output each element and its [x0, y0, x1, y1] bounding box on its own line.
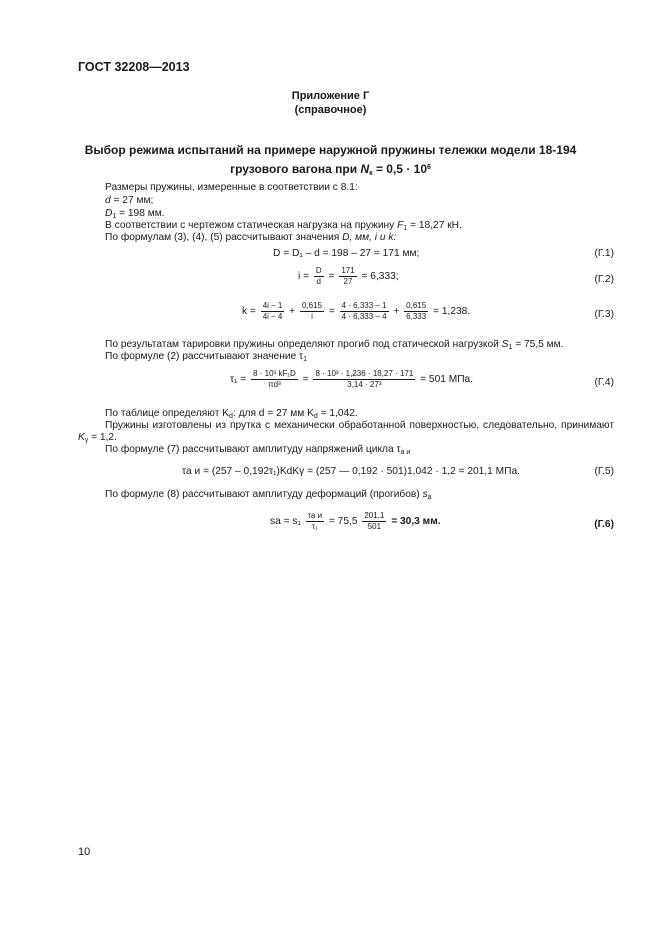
- equation-g6: sа = s₁ $\frac{\text{τа и}}{\text{τ₁}}$ = 75,5 $\frac{201,1}{501}$ = 30,3 мм.: [270, 511, 441, 531]
- intro-d: d = 27 мм;: [105, 195, 154, 206]
- equation-g2: i = $\frac{D}{d}$ = $\frac{171}{27}$ = 6,333;: [298, 266, 399, 286]
- equation-g3: k = $\frac{4i - 1}{4i - 4}$ + $\frac{0,615}{i}$ = $\frac{4 \cdot 6,333 - 1}{4 \cdot 6,333 - 4}$ + $\frac{0,615}{6,333}$ = 1,238.: [242, 301, 471, 321]
- page-number: 10: [78, 846, 91, 858]
- equation-g5: τа и = (257 – 0,192τ₁)KdKγ = (257 — 0,192 · 501)1,042 · 1,2 = 201,1 МПа.: [182, 466, 520, 477]
- section-title-line1: Выбор режима испытаний на примере наружной пружины тележки модели 18-194: [84, 143, 577, 157]
- equation-number: (Г.1): [594, 248, 614, 259]
- section-title-line2: грузового вагона при $N_к = 0,5 \cdot 10^6$: [230, 162, 431, 177]
- paragraph-formula8: По формуле (8) рассчитывают амплитуду деформаций (прогибов) $s_а$: [105, 489, 432, 501]
- intro-sizes: Размеры пружины, измеренные в соответствии с 8.1:: [105, 182, 358, 193]
- paragraph-tare: По результатам тарировки пружины определяют прогиб под статической нагрузкой $S_1 = 75,5$ мм.: [105, 339, 564, 351]
- equation-number: (Г.6): [594, 519, 614, 530]
- equation-number: (Г.4): [594, 377, 614, 388]
- paragraph-springs: Пружины изготовлены из прутка с механически обработанной поверхностью, следовательно, принимают: [105, 420, 614, 431]
- intro-D1: $D_1 = 198$ мм.: [105, 208, 165, 220]
- equation-g1: D = D₁ – d = 198 – 27 = 171 мм;: [273, 248, 420, 259]
- intro-load: В соответствии с чертежом статическая нагрузка на пружину $F_1 = 18,27$ кН.: [105, 220, 462, 232]
- equation-number: (Г.2): [594, 274, 614, 285]
- document-header: ГОСТ 32208—2013: [78, 60, 190, 74]
- paragraph-formula2: По формуле (2) рассчитывают значение $\tau_1$: [105, 351, 307, 363]
- appendix-subtitle: (справочное): [294, 104, 367, 116]
- paragraph-kgamma: $K_\gamma = 1,2$.: [78, 432, 117, 444]
- equation-g4: τ₁ = $\frac{\text{8 · 10³ kF₁D}}{\text{πd³}}$ = $\frac{\text{8 · 10³ · 1,236 · 18,27 · 171}}{\text{3,14 · 27³}}$ = 501 МПа.: [230, 369, 474, 389]
- appendix-title: Приложение Г: [291, 90, 370, 102]
- section-title: [0, 142, 661, 182]
- equation-number: (Г.5): [594, 466, 614, 477]
- paragraph-kd: По таблице определяют $K_d$: для d = 27 мм $K_d = 1,042$.: [105, 408, 358, 420]
- intro-formulas: По формулам (3), (4), (5) рассчитывают значения D, мм, i и k:: [105, 232, 397, 243]
- paragraph-formula7: По формуле (7) рассчитывают амплитуду напряжений цикла $\tau_{а и}$: [105, 444, 411, 456]
- equation-number: (Г.3): [594, 309, 614, 320]
